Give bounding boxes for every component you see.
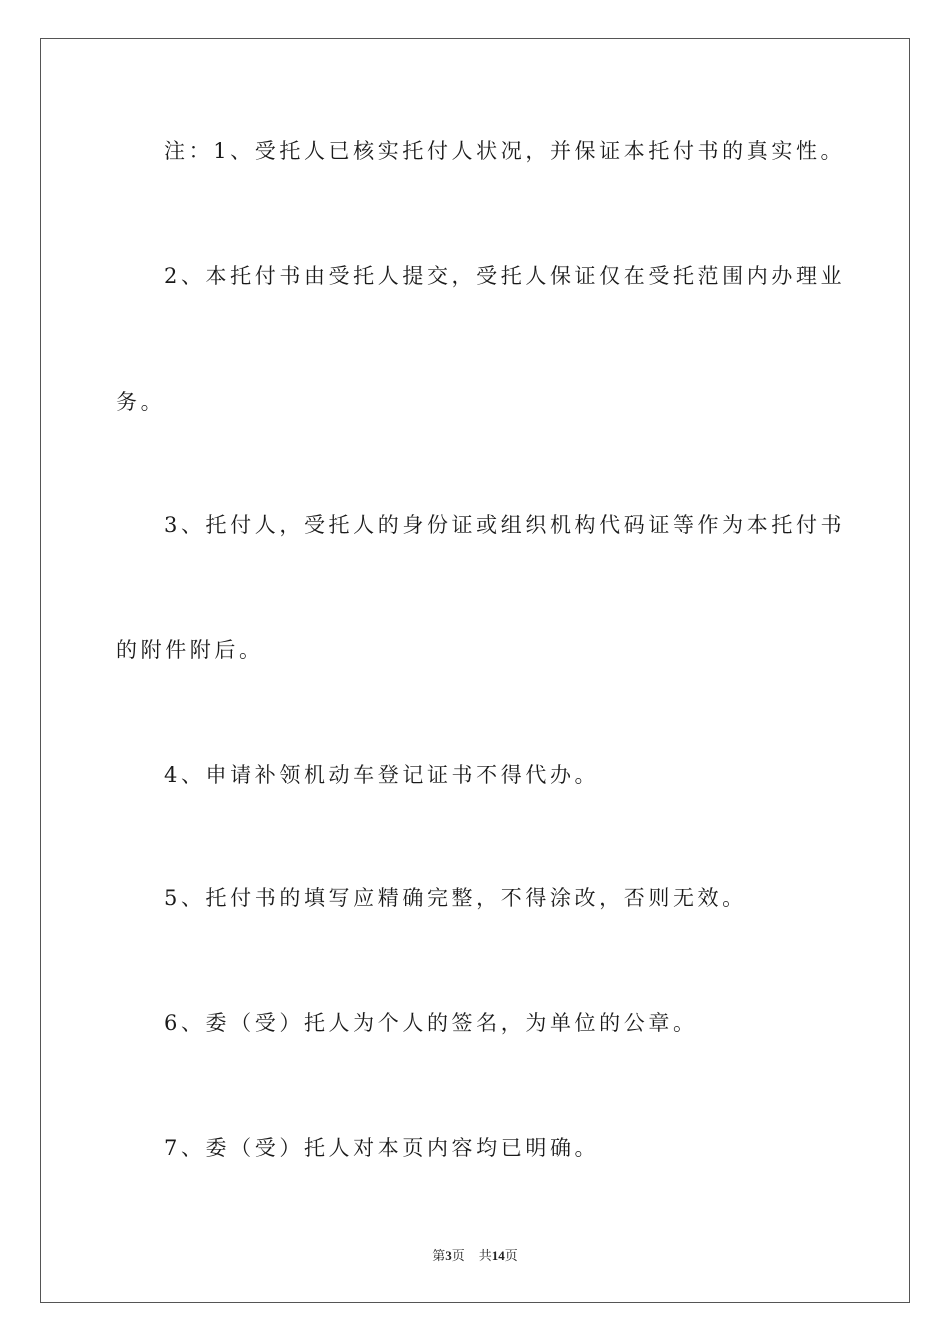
- note-line-3-cont: 的附件附后。: [116, 638, 264, 662]
- footer-total-suffix: 页: [504, 1248, 518, 1263]
- page-border: [40, 38, 910, 1303]
- note-line-4: 4、申请补领机动车登记证书不得代办。: [164, 763, 600, 787]
- footer-page-current: 3: [445, 1248, 452, 1263]
- note-line-2-cont: 务。: [116, 390, 166, 414]
- footer-page-total: 14: [491, 1248, 505, 1263]
- note-line-3: 3、托付人，受托人的身份证或组织机构代码证等作为本托付书: [164, 513, 846, 537]
- footer-page-prefix: 第: [432, 1248, 446, 1263]
- note-line-7: 7、委（受）托人对本页内容均已明确。: [164, 1136, 600, 1160]
- footer-total-prefix: 共: [478, 1248, 492, 1263]
- note-line-6: 6、委（受）托人为个人的签名，为单位的公章。: [164, 1011, 698, 1035]
- note-line-5: 5、托付书的填写应精确完整，不得涂改，否则无效。: [164, 886, 747, 910]
- note-line-1: 注：1、受托人已核实托付人状况，并保证本托付书的真实性。: [164, 139, 846, 163]
- note-line-2: 2、本托付书由受托人提交，受托人保证仅在受托范围内办理业: [164, 264, 846, 288]
- page-footer: [0, 1247, 950, 1265]
- footer-page-suffix: 页: [451, 1248, 465, 1263]
